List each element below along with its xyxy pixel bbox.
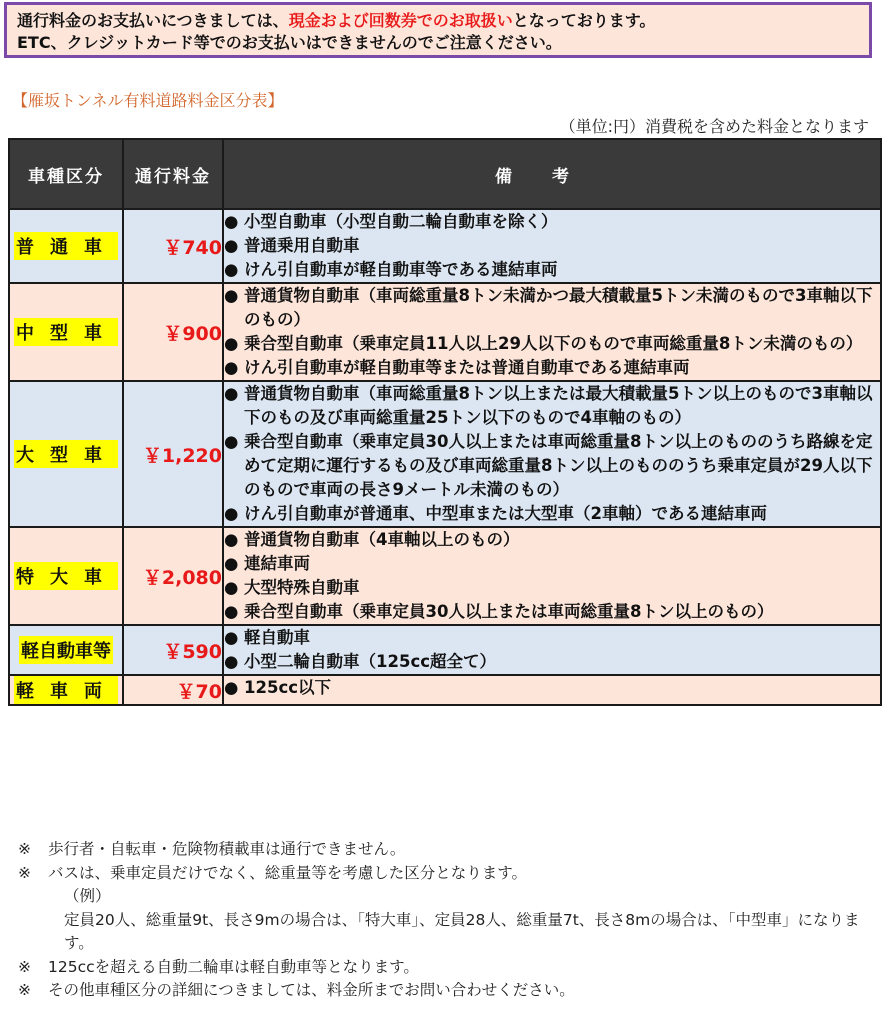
remark-text: 普通貨物自動車（車両総重量8トン以上または最大積載量5トン以上のもので3車軸以下のもの及び車両総重量25トン以下のもので4車軸のもの） <box>244 384 873 427</box>
remark-item <box>224 528 880 552</box>
vehicle-class-label: 大型車 <box>14 440 118 468</box>
remark-text: けん引自動車が軽自動車等である連結車両 <box>244 260 558 279</box>
footnote-mark: ※ <box>18 981 31 999</box>
footnote-1: ※ 歩行者・自転車・危険物積載車は通行できません。 <box>18 838 878 862</box>
remarks-cell <box>223 283 881 381</box>
vehicle-class-cell <box>9 209 123 283</box>
vehicle-class-label: 中型車 <box>14 318 118 346</box>
footnote-2: ※ バスは、乗車定員だけでなく、総重量等を考慮した区分となります。 （例） 定員20人、総重量9t、長さ9mの場合は、「特大車」、定員28人、総重量7t、長さ8mの場合は、「中型車」になります。 <box>18 862 878 956</box>
remark-item <box>224 430 880 502</box>
remark-item <box>224 600 880 624</box>
toll-fee: ￥900 <box>123 283 223 381</box>
bullet-icon: ● <box>224 358 239 377</box>
remark-text: 大型特殊自動車 <box>244 578 360 597</box>
table-row <box>9 209 881 283</box>
vehicle-class-cell <box>9 625 123 675</box>
remark-item <box>224 284 880 332</box>
bullet-icon: ● <box>224 286 239 305</box>
footnote-mark: ※ <box>18 840 31 858</box>
footnotes <box>18 838 878 1003</box>
remark-text: 小型自動車（小型自動二輪自動車を除く） <box>244 212 558 231</box>
remarks-cell <box>223 625 881 675</box>
toll-fee: ￥1,220 <box>123 381 223 527</box>
bullet-icon: ● <box>224 652 239 671</box>
header-remarks: 備考 <box>223 139 881 209</box>
notice-line-1: 通行料金のお支払いにつきましては、現金および回数券でのお取扱いとなっております。 <box>17 11 656 30</box>
vehicle-class-cell <box>9 381 123 527</box>
remark-item <box>224 234 880 258</box>
remark-text: 軽自動車 <box>244 628 310 647</box>
remark-item <box>224 258 880 282</box>
remark-text: 普通乗用自動車 <box>244 236 360 255</box>
toll-fee: ￥70 <box>123 675 223 705</box>
remark-text: 普通貨物自動車（4車軸以上のもの） <box>244 530 520 549</box>
remark-text: 125cc以下 <box>244 678 332 697</box>
vehicle-class-label: 特大車 <box>14 562 118 590</box>
toll-fee: ￥2,080 <box>123 527 223 625</box>
remark-text: 乗合型自動車（乗車定員11人以上29人以下のもので車両総重量8トン未満のもの） <box>244 334 863 353</box>
remark-text: 小型二輪自動車（125cc超全て） <box>244 652 497 671</box>
bullet-icon: ● <box>224 602 239 621</box>
table-row <box>9 283 881 381</box>
remark-text: けん引自動車が軽自動車等または普通自動車である連結車両 <box>244 358 690 377</box>
vehicle-class-cell <box>9 675 123 705</box>
remark-text: けん引自動車が普通車、中型車または大型車（2車軸）である連結車両 <box>244 504 767 523</box>
remark-item <box>224 650 880 674</box>
footnote-mark: ※ <box>18 957 31 976</box>
vehicle-class-cell <box>9 527 123 625</box>
remark-item <box>224 626 880 650</box>
remark-item <box>224 332 880 356</box>
bullet-icon: ● <box>224 334 239 353</box>
remark-item <box>224 356 880 380</box>
bullet-icon: ● <box>224 212 239 231</box>
remark-item <box>224 676 880 700</box>
table-header-row <box>9 139 881 209</box>
notice-emphasis: 現金および回数券でのお取扱い <box>288 11 513 30</box>
remark-item <box>224 576 880 600</box>
remark-text: 連結車両 <box>244 554 310 573</box>
footnote-mark: ※ <box>18 863 31 882</box>
remark-item <box>224 552 880 576</box>
remarks-cell <box>223 675 881 705</box>
vehicle-class-label: 軽車両 <box>14 676 118 704</box>
unit-note: （単位:円）消費税を含めた料金となります <box>559 117 869 136</box>
bullet-icon: ● <box>224 554 239 573</box>
toll-fee: ￥590 <box>123 625 223 675</box>
remark-item <box>224 210 880 234</box>
footnote-2-example: 定員20人、総重量9t、長さ9mの場合は、「特大車」、定員28人、総重量7t、長さ8mの場合は、「中型車」になります。 <box>64 910 860 952</box>
vehicle-class-cell <box>9 283 123 381</box>
remarks-cell <box>223 527 881 625</box>
bullet-icon: ● <box>224 578 239 597</box>
table-row <box>9 381 881 527</box>
footnote-2-example-label: （例） <box>64 887 111 905</box>
toll-fee: ￥740 <box>123 209 223 283</box>
bullet-icon: ● <box>224 260 239 279</box>
table-row <box>9 625 881 675</box>
bullet-icon: ● <box>224 628 239 647</box>
table-title: 【雁坂トンネル有料道路料金区分表】 <box>12 91 284 110</box>
table-row <box>9 675 881 705</box>
fee-table <box>8 138 882 706</box>
notice-line-2: ETC、クレジットカード等でのお支払いはできませんのでご注意ください。 <box>17 33 562 52</box>
table-row <box>9 527 881 625</box>
footnote-4: ※ その他車種区分の詳細につきましては、料金所までお問い合わせください。 <box>18 979 878 1003</box>
bullet-icon: ● <box>224 236 239 255</box>
remark-text: 乗合型自動車（乗車定員30人以上または車両総重量8トン以上のもの） <box>244 602 774 621</box>
bullet-icon: ● <box>224 504 239 523</box>
bullet-icon: ● <box>224 530 239 549</box>
remark-item <box>224 502 880 526</box>
remark-item <box>224 382 880 430</box>
vehicle-class-label: 軽自動車等 <box>19 636 113 664</box>
bullet-icon: ● <box>224 384 239 403</box>
remarks-cell <box>223 381 881 527</box>
header-class: 車種区分 <box>9 139 123 209</box>
bullet-icon: ● <box>224 678 239 697</box>
remark-text: 乗合型自動車（乗車定員30人以上または車両総重量8トン以上のもののうち路線を定めて定期に運行するもの及び車両総重量8トン以上のもののうち乗車定員が29人以下のもので車両の長さ9メートル未満のもの） <box>244 432 873 499</box>
header-fee: 通行料金 <box>123 139 223 209</box>
footnote-3: ※ 125ccを超える自動二輪車は軽自動車等となります。 <box>18 956 878 980</box>
payment-notice <box>4 2 872 58</box>
bullet-icon: ● <box>224 432 239 451</box>
remark-text: 普通貨物自動車（車両総重量8トン未満かつ最大積載量5トン未満のもので3車軸以下のもの） <box>244 286 873 329</box>
remarks-cell <box>223 209 881 283</box>
vehicle-class-label: 普通車 <box>14 232 118 260</box>
